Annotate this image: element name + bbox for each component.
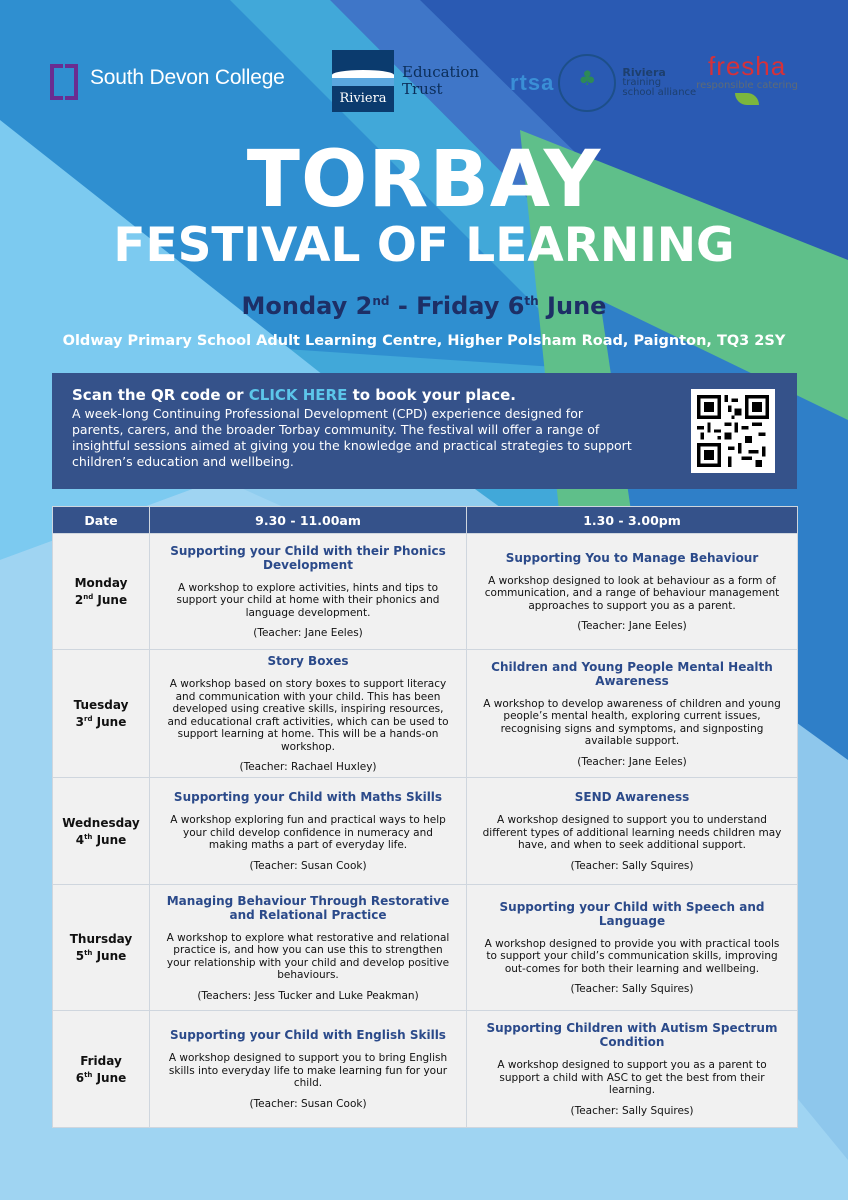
title-line1: TORBAY	[246, 135, 602, 225]
riviera-box-label: Riviera	[339, 91, 387, 106]
session-teacher: (Teacher: Susan Cook)	[249, 859, 367, 872]
session-title: SEND Awareness	[574, 790, 690, 805]
qr-code[interactable]	[691, 389, 775, 473]
booking-headline	[72, 385, 777, 405]
table-row	[53, 650, 798, 778]
fresha-tagline: responsible catering	[696, 80, 798, 91]
day-cell	[53, 1011, 150, 1128]
session-cell-am	[150, 534, 467, 650]
session-description: A workshop to develop awareness of children and young people’s mental health, exploring current issues, recognising signs and symptoms, and signposting available support.	[483, 697, 781, 747]
rtsa-line2: school alliance	[622, 87, 697, 98]
day-date-suffix: th	[84, 832, 93, 841]
session-title: Story Boxes	[267, 654, 349, 668]
day-date-suffix: nd	[83, 593, 94, 601]
day-name: Thursday	[69, 932, 133, 946]
session-title: Supporting your Child with Speech and Language	[499, 899, 765, 928]
day-month: June	[96, 715, 127, 729]
fresha-logo	[696, 52, 798, 105]
day-date-suffix: th	[84, 949, 93, 957]
page-title	[0, 135, 848, 273]
day-month: June	[97, 593, 128, 607]
day-cell	[53, 534, 150, 650]
day-date-suffix: th	[84, 1070, 93, 1079]
dates-end-suffix: th	[524, 294, 539, 308]
rtsa-logo	[510, 54, 696, 112]
session-description: A workshop designed to provide you with practical tools to support your child’s communication skills, improving out-comes for both their learning and wellbeing.	[484, 937, 780, 975]
header-date: Date	[53, 507, 150, 534]
riviera-text-line1: Education	[402, 63, 480, 81]
rtsa-letters: rtsa	[510, 70, 555, 95]
session-teacher: (Teacher: Jane Eeles)	[577, 755, 687, 768]
dates-start: Monday 2	[241, 292, 373, 320]
session-cell-pm	[467, 778, 798, 885]
header-afternoon: 1.30 - 3.00pm	[467, 507, 798, 534]
session-title: Supporting your Child with their Phonics Development	[170, 543, 446, 572]
schedule-table	[52, 506, 798, 1128]
logo-row	[50, 50, 798, 112]
session-teacher: (Teachers: Jess Tucker and Luke Peakman)	[197, 989, 419, 1002]
dates-start-suffix: nd	[372, 294, 390, 308]
session-teacher: (Teacher: Sally Squires)	[570, 859, 694, 872]
session-teacher: (Teacher: Rachael Huxley)	[239, 761, 377, 773]
session-title: Children and Young People Mental Health Awareness	[491, 659, 773, 688]
riviera-trust-text	[402, 64, 479, 98]
session-title: Supporting You to Manage Behaviour	[505, 550, 759, 565]
session-teacher: (Teacher: Sally Squires)	[570, 983, 694, 996]
dates-month: June	[538, 292, 607, 320]
table-row	[53, 778, 798, 885]
dates-separator: - Friday 6	[389, 292, 525, 320]
session-description: A workshop designed to support you to bring English skills into everyday life to make learning fun for your child.	[168, 1052, 448, 1090]
session-cell-am	[150, 778, 467, 885]
session-teacher: (Teacher: Susan Cook)	[249, 1097, 367, 1110]
table-row	[53, 885, 798, 1011]
booking-head-after: to book your place.	[347, 386, 516, 404]
day-cell	[53, 885, 150, 1011]
session-teacher: (Teacher: Sally Squires)	[570, 1104, 694, 1117]
day-name: Friday	[80, 1053, 122, 1068]
day-month: June	[96, 1070, 127, 1085]
day-cell	[53, 778, 150, 885]
festival-description: A week-long Continuing Professional Development (CPD) experience designed for parents, carers, and the broader Torbay community. The festival will offer a range of insightful sessions aimed at giving you the knowledge and practical strategies to support children’s education and wellbeing.	[72, 406, 632, 469]
session-cell-am	[150, 650, 467, 778]
session-description: A workshop based on story boxes to support literacy and communication with your child. This has been developed using creative skills, inspiring resources, and educational craft activities, which can be used to support learning at home. This will be a hands-on workshop.	[167, 678, 449, 753]
session-description: A workshop to explore what restorative and relational practice is, and how you can use this to strengthen your relationship with your child and develop positive behaviours.	[166, 931, 450, 981]
rtsa-text	[622, 68, 696, 98]
session-title: Supporting Children with Autism Spectrum Condition	[486, 1021, 778, 1050]
day-date: 5	[75, 949, 85, 963]
session-description: A workshop designed to support you to understand different types of additional learning needs children may have, and when to seek additional support.	[482, 814, 782, 852]
leaf-icon	[735, 93, 759, 105]
day-date: 2	[74, 593, 84, 607]
session-teacher: (Teacher: Jane Eeles)	[577, 620, 687, 633]
session-cell-pm	[467, 534, 798, 650]
session-title: Managing Behaviour Through Restorative and Relational Practice	[166, 893, 450, 922]
south-devon-college-name: South Devon College	[90, 66, 285, 89]
session-cell-am	[150, 1011, 467, 1128]
session-description: A workshop to explore activities, hints and tips to support your child at home with their phonics and language development.	[176, 581, 440, 619]
bracket-icon	[50, 64, 78, 92]
session-description: A workshop designed to look at behaviour as a form of communication, and a range of behaviour management approaches to support you as a parent.	[484, 574, 780, 612]
click-here-link[interactable]: CLICK HERE	[248, 386, 348, 404]
session-cell-am	[150, 885, 467, 1011]
title-line2: FESTIVAL OF LEARNING	[113, 218, 735, 273]
palm-tree-icon: ♣	[558, 54, 616, 112]
booking-info-box	[52, 373, 797, 489]
table-row	[53, 1011, 798, 1128]
riviera-education-trust-logo	[332, 50, 479, 112]
day-date: 4	[75, 832, 85, 847]
session-cell-pm	[467, 885, 798, 1011]
riviera-wave-icon	[332, 50, 394, 112]
day-name: Tuesday	[73, 698, 129, 712]
session-teacher: (Teacher: Jane Eeles)	[253, 627, 363, 640]
table-row	[53, 534, 798, 650]
booking-head-before: Scan the QR code or	[72, 386, 249, 404]
session-cell-pm	[467, 650, 798, 778]
festival-dates	[0, 292, 848, 320]
session-description: A workshop exploring fun and practical ways to help your child develop confidence in numeracy and making maths a part of everyday life.	[170, 814, 446, 852]
south-devon-college-logo	[50, 64, 285, 92]
day-cell	[53, 650, 150, 778]
venue-address: Oldway Primary School Adult Learning Centre, Higher Polsham Road, Paignton, TQ3 2SY	[62, 333, 786, 349]
header-morning: 9.30 - 11.00am	[150, 507, 467, 534]
session-cell-pm	[467, 1011, 798, 1128]
qr-code-icon	[697, 395, 769, 467]
rtsa-name: Riviera	[622, 66, 666, 79]
fresha-name: fresha	[707, 51, 787, 81]
day-name: Monday	[74, 576, 128, 590]
day-name: Wednesday	[62, 815, 140, 830]
day-date: 6	[75, 1070, 85, 1085]
day-date: 3	[75, 715, 84, 729]
day-month: June	[96, 832, 127, 847]
session-title: Supporting your Child with English Skills	[170, 1028, 446, 1043]
table-header-row	[53, 507, 798, 534]
rtsa-line1: training	[622, 77, 662, 88]
day-date-suffix: rd	[84, 715, 93, 723]
session-title: Supporting your Child with Maths Skills	[173, 790, 443, 805]
session-description: A workshop designed to support you as a parent to support a child with ASC to get the best from their learning.	[497, 1059, 767, 1097]
day-month: June	[96, 949, 127, 963]
riviera-text-line2: Trust	[402, 80, 443, 98]
